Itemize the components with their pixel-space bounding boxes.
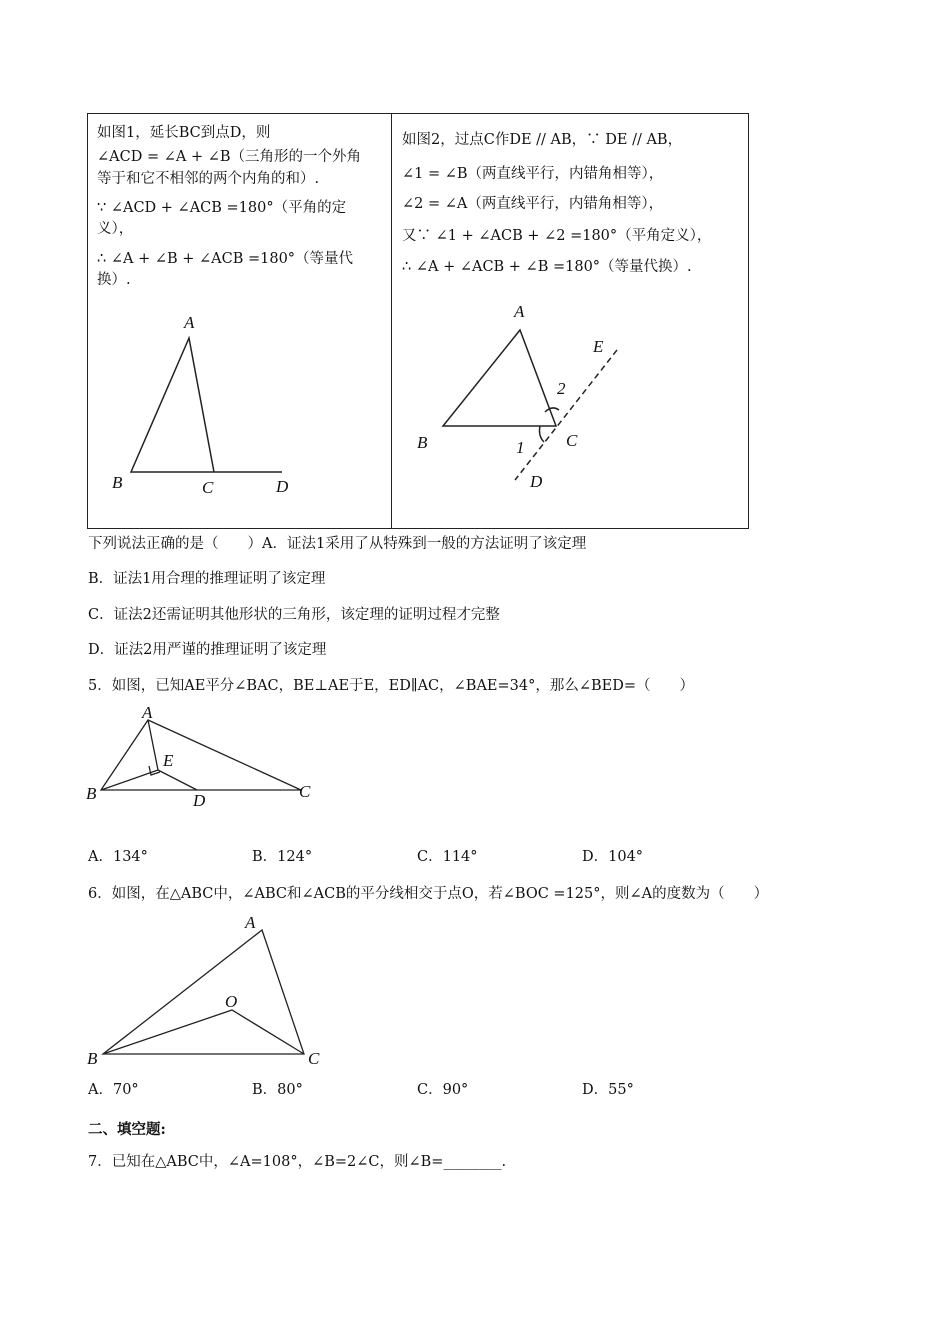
fig2-label-e: E bbox=[593, 337, 604, 356]
proof1-line: ∴ ∠A + ∠B + ∠ACB =180°（等量代 bbox=[97, 251, 354, 267]
proof1-line: 换）. bbox=[97, 272, 131, 288]
q5-label-b: B bbox=[86, 784, 97, 803]
q6-label-b: B bbox=[87, 1049, 98, 1068]
fig2-label-d: D bbox=[530, 472, 543, 491]
q6-label-a: A bbox=[245, 913, 256, 932]
figure-2 bbox=[443, 330, 617, 480]
q6-choice-c: C．90° bbox=[417, 1082, 469, 1098]
q4-option-c: C．证法2还需证明其他形状的三角形，该定理的证明过程才完整 bbox=[88, 607, 500, 623]
q5-choice-c: C．114° bbox=[417, 849, 478, 865]
fig2-label-1: 1 bbox=[516, 438, 525, 457]
q6-choice-b: B．80° bbox=[252, 1082, 303, 1098]
q6-choice-d: D．55° bbox=[582, 1082, 634, 1098]
q4-option-d: D．证法2用严谨的推理证明了该定理 bbox=[88, 642, 327, 658]
fig2-label-a: A bbox=[514, 302, 525, 321]
q6-choice-a: A．70° bbox=[88, 1082, 139, 1098]
fig2-label-c: C bbox=[566, 431, 578, 450]
proof2-line: 又∵ ∠1 + ∠ACB + ∠2 =180°（平角定义）， bbox=[402, 228, 712, 244]
fig1-label-d: D bbox=[276, 477, 289, 496]
proof1-line: 义）， bbox=[97, 221, 134, 237]
fig2-label-b: B bbox=[417, 433, 428, 452]
q5-label-c: C bbox=[299, 782, 311, 801]
q5-label-d: D bbox=[193, 791, 206, 810]
figure-1 bbox=[131, 338, 282, 472]
q6-label-c: C bbox=[308, 1049, 320, 1068]
q7-stem: 7．已知在△ABC中，∠A=108°，∠B=2∠C，则∠B=________. bbox=[88, 1154, 507, 1170]
q6-label-o: O bbox=[225, 992, 238, 1011]
q5-choice-d: D．104° bbox=[582, 849, 644, 865]
proof2-line: ∠2 = ∠A（两直线平行，内错角相等）， bbox=[402, 196, 664, 212]
q5-choice-a: A．134° bbox=[88, 849, 148, 865]
figure-q6 bbox=[103, 930, 304, 1054]
q6-stem: 6．如图，在△ABC中，∠ABC和∠ACB的平分线相交于点O，若∠BOC =125°，则∠A的度数为（ ） bbox=[88, 886, 769, 902]
proof2-line: ∴ ∠A + ∠ACB + ∠B =180°（等量代换）. bbox=[402, 259, 692, 275]
q4-stem: 下列说法正确的是（ ）A．证法1采用了从特殊到一般的方法证明了该定理 bbox=[88, 536, 587, 552]
q5-choice-b: B．124° bbox=[252, 849, 313, 865]
q4-option-b: B．证法1用合理的推理证明了该定理 bbox=[88, 571, 326, 587]
fig2-label-2: 2 bbox=[557, 379, 566, 398]
fig1-label-b: B bbox=[112, 473, 123, 492]
proof1-line: 等于和它不相邻的两个内角的和）. bbox=[97, 171, 320, 187]
fig1-label-a: A bbox=[184, 313, 195, 332]
section-heading: 二、填空题: bbox=[88, 1121, 166, 1138]
q5-label-e: E bbox=[163, 751, 174, 770]
fig1-label-c: C bbox=[202, 478, 214, 497]
q5-label-a: A bbox=[142, 703, 153, 722]
proof2-line: ∠1 = ∠B（两直线平行，内错角相等）， bbox=[402, 166, 664, 182]
proof1-line: ∵ ∠ACD + ∠ACB =180°（平角的定 bbox=[97, 200, 347, 216]
proof1-line: ∠ACD = ∠A + ∠B（三角形的一个外角 bbox=[97, 149, 362, 165]
proof2-line: 如图2，过点C作DE // AB，∵ DE // AB， bbox=[402, 132, 683, 148]
q5-stem: 5．如图，已知AE平分∠BAC，BE⊥AE于E，ED∥AC，∠BAE=34°，那么∠BED=（ ） bbox=[88, 678, 695, 694]
proof1-line: 如图1，延长BC到点D，则 bbox=[97, 125, 271, 141]
figure-q5 bbox=[101, 720, 301, 790]
